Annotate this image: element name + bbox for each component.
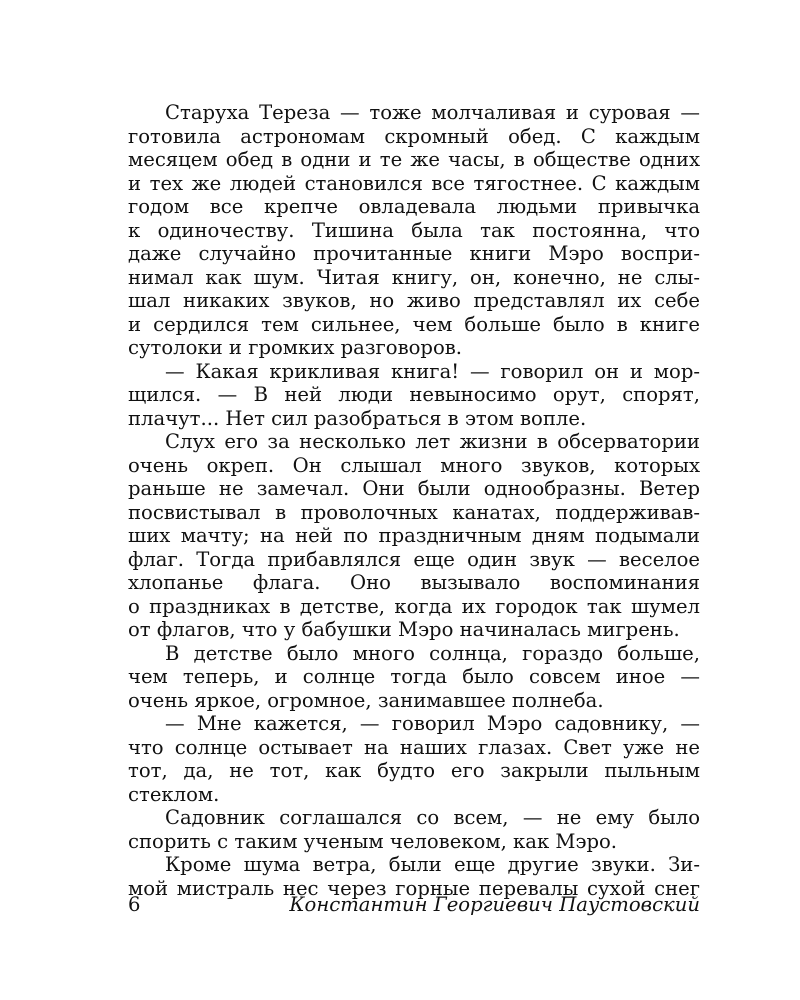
text-line: Садовник соглашался со всем, — не ему было: [165, 806, 700, 829]
text-line: флаг. Тогда прибавлялся еще один звук — веселое: [128, 547, 700, 571]
text-line: к одиночеству. Тишина была так постоянна, что: [128, 218, 700, 242]
text-line: готовила астрономам скромный обед. С каждым: [128, 124, 700, 148]
text-line: и сердился тем сильнее, чем больше было в книге: [128, 312, 700, 336]
text-line: и тех же людей становился все тягостнее. С каждым: [128, 171, 700, 195]
text-line: Слух его за несколько лет жизни в обсерватории: [165, 430, 700, 453]
running-head-author: Константин Георгиевич Паустовский: [289, 893, 700, 916]
text-line: плачут... Нет сил разобраться в этом вопле.: [128, 406, 587, 430]
text-line: тот, да, не тот, как будто его закрыли пыльным: [128, 759, 700, 782]
text-line: посвистывал в проволочных канатах, поддерживав-: [128, 500, 700, 524]
text-line: о праздниках в детстве, когда их городок так шумел: [128, 594, 700, 618]
text-line: стеклом.: [128, 782, 220, 806]
text-line: щился. — В ней люди невыносимо орут, спорят,: [128, 383, 700, 406]
page-footer: [128, 892, 700, 918]
text-line: от флагов, что у бабушки Мэро начиналась мигрень.: [128, 618, 680, 641]
text-line: нимал как шум. Читая книгу, он, конечно, не слы-: [128, 265, 700, 289]
text-line: мой мистраль нес через горные перевалы сухой снег: [128, 876, 700, 900]
text-line: годом все крепче овладевала людьми привычка: [128, 195, 700, 218]
text-line: даже случайно прочитанные книги Мэро воспри-: [128, 242, 700, 265]
text-line: ших мачту; на ней по праздничным дням подымали: [128, 524, 700, 547]
page-number: 6: [128, 893, 141, 916]
text-line: месяцем обед в одни и те же часы, в обществе одних: [128, 148, 700, 171]
text-line: очень яркое, огромное, занимавшее полнеба.: [128, 688, 604, 712]
text-line: сутолоки и громких разговоров.: [128, 336, 463, 359]
text-line: шал никаких звуков, но живо представлял их себе: [128, 289, 700, 312]
text-line: очень окреп. Он слышал много звуков, которых: [128, 453, 700, 477]
text-line: Кроме шума ветра, были еще другие звуки. Зи-: [165, 853, 700, 876]
text-line: В детстве было много солнца, гораздо больше,: [165, 641, 700, 665]
text-line: чем теперь, и солнце тогда было совсем иное —: [128, 665, 700, 688]
text-line: спорить с таким ученым человеком, как Мэро.: [128, 829, 618, 853]
body-text: [128, 101, 700, 900]
text-line: хлопанье флага. Оно вызывало воспоминания: [128, 571, 700, 594]
text-line: — Какая крикливая книга! — говорил он и мор-: [165, 359, 700, 383]
text-line: — Мне кажется, — говорил Мэро садовнику, —: [165, 712, 700, 735]
text-line: что солнце остывает на наших глазах. Свет уже не: [128, 735, 700, 759]
text-line: раньше не замечал. Они были однообразны. Ветер: [128, 477, 700, 500]
text-line: Старуха Тереза — тоже молчаливая и суровая —: [165, 101, 700, 124]
